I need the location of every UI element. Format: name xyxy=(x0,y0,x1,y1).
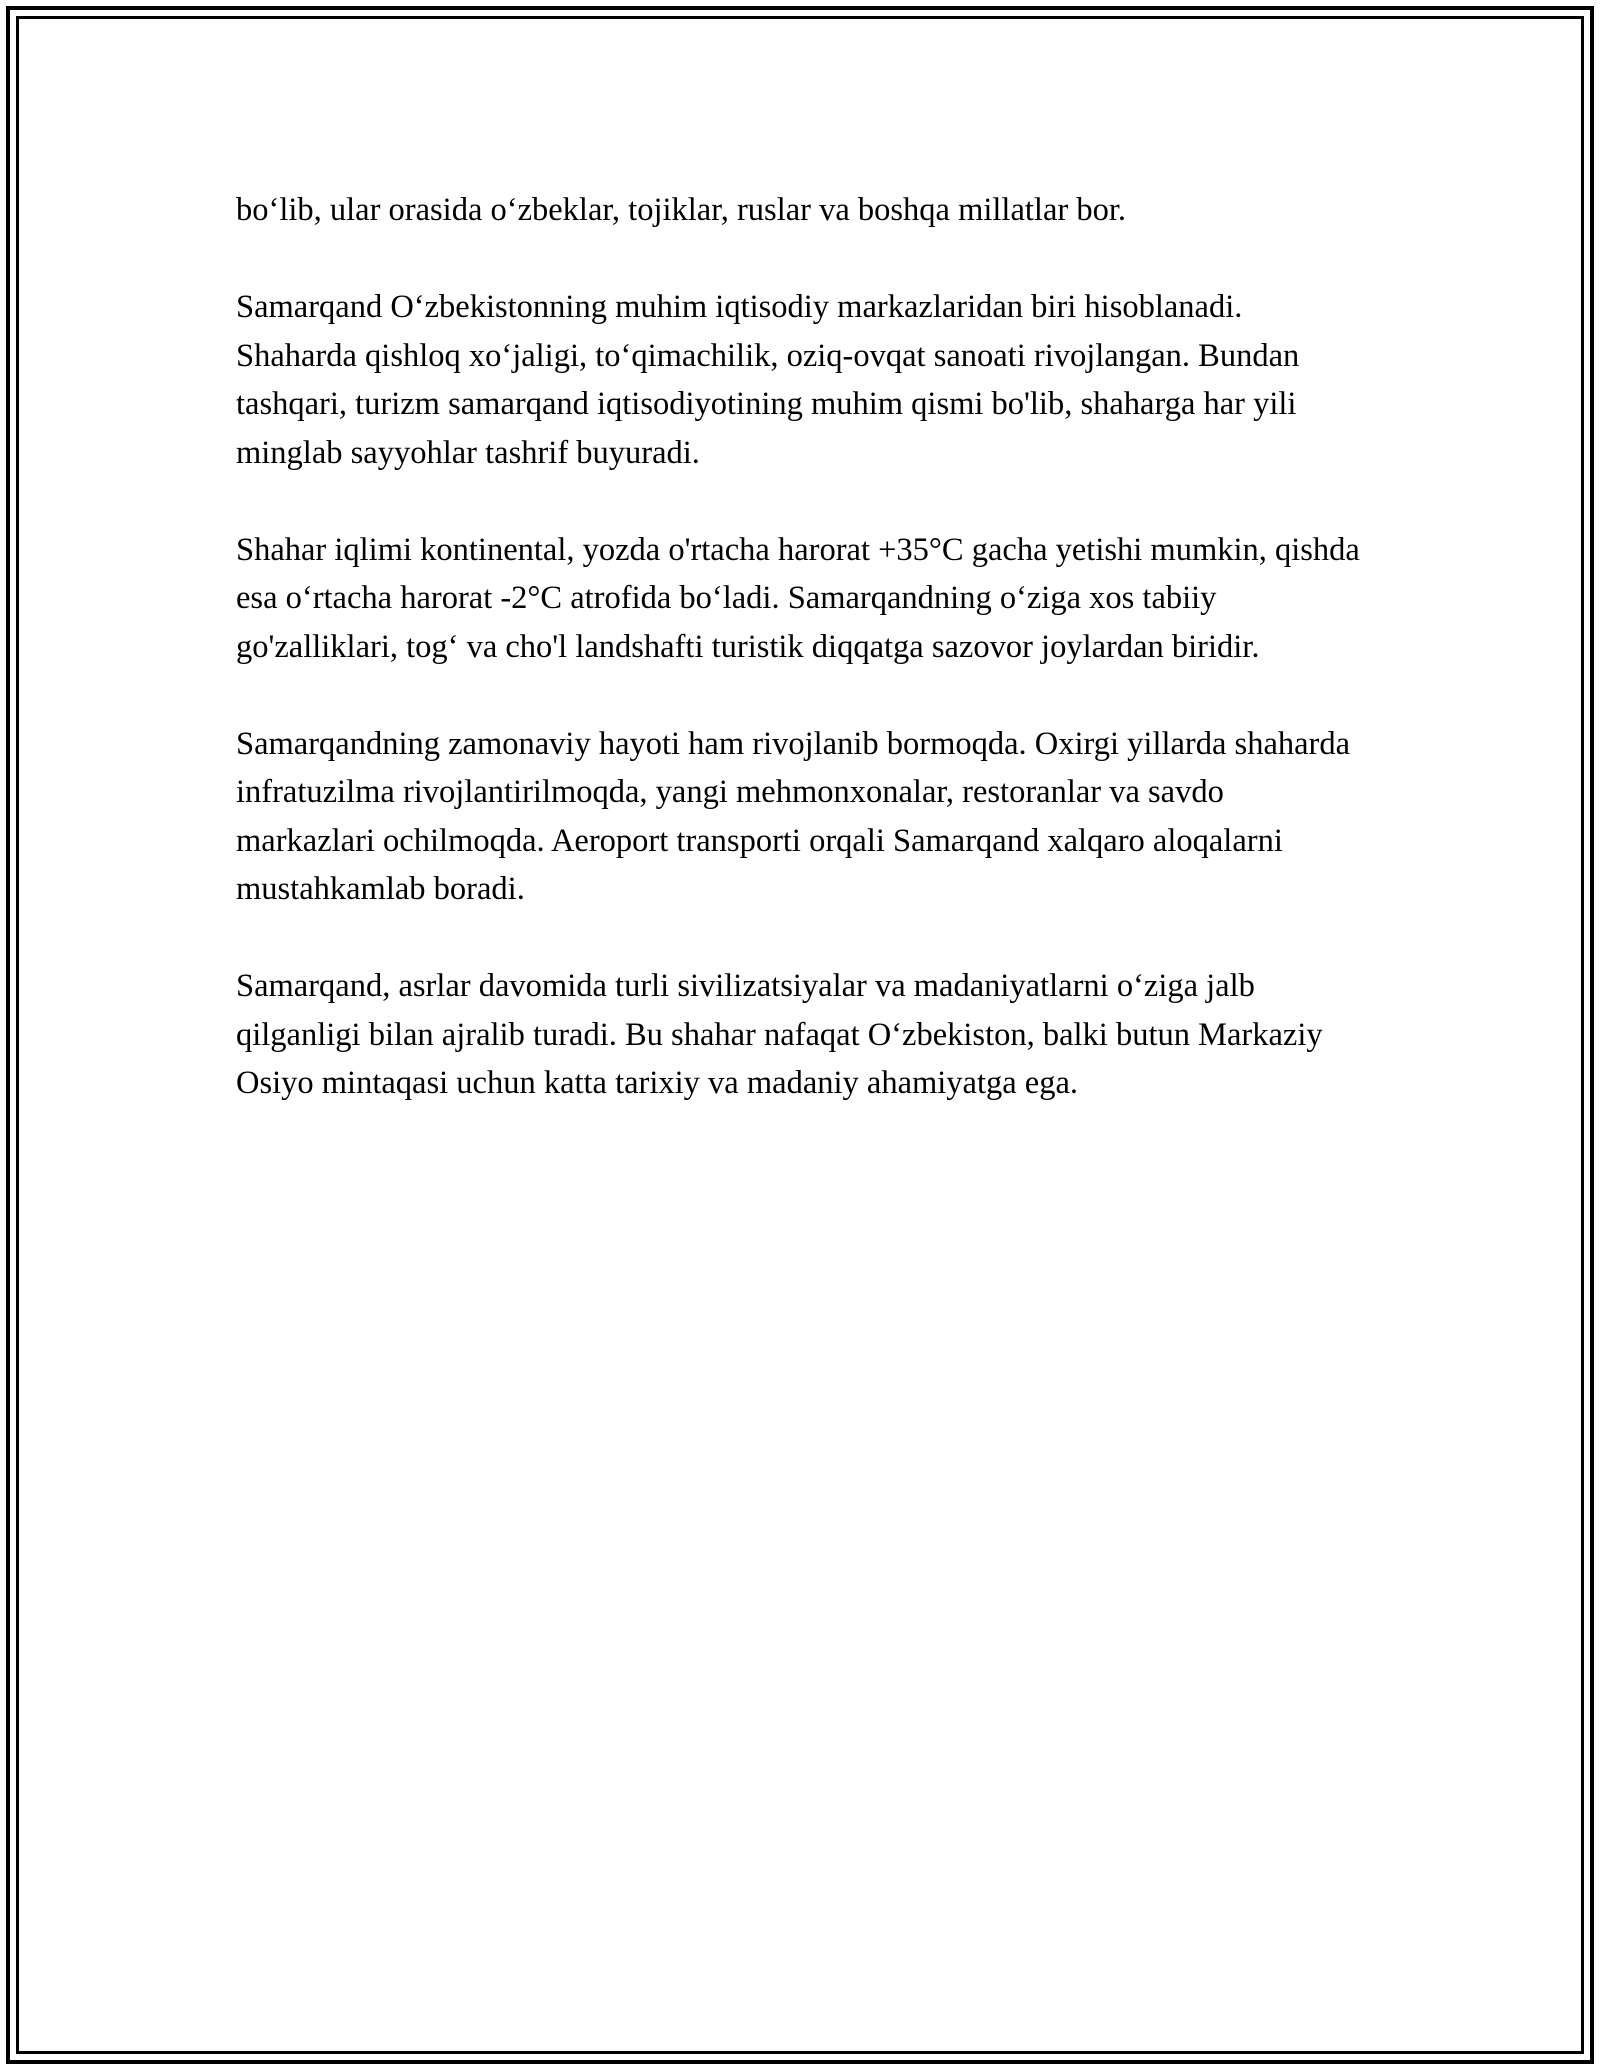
paragraph: Samarqand O‘zbekistonning muhim iqtisodiy markazlaridan biri hisoblanadi. Shaharda qishloq xo‘jaligi, to‘qimachilik, oziq-ovqat sanoati rivojlangan. Bundan tashqari, turizm samarqand iqtisodiyotining muhim qismi bo'lib, shaharga har yili minglab sayyohlar tashrif buyuradi. xyxy=(236,289,1300,471)
paragraph: Samarqand, asrlar davomida turli sivilizatsiyalar va madaniyatlarni o‘ziga jalb qilganligi bilan ajralib turadi. Bu shahar nafaqat O‘zbekiston, balki butun Markaziy Osiyo mintaqasi uchun katta tarixiy va madaniy ahamiyatga ega. xyxy=(236,968,1323,1101)
paragraph: bo‘lib, ular orasida o‘zbeklar, tojiklar, ruslar va boshqa millatlar bor. xyxy=(236,192,1126,228)
paragraph: Shahar iqlimi kontinental, yozda o'rtacha harorat +35°C gacha yetishi mumkin, qishda esa o‘rtacha harorat -2°C atrofida bo‘ladi. Samarqandning o‘ziga xos tabiiy go'zalliklari, tog‘ va cho'l landshafti turistik diqqatga sazovor joylardan biridir. xyxy=(236,531,1360,665)
document-body xyxy=(236,186,1366,1156)
paragraph: Samarqandning zamonaviy hayoti ham rivojlanib bormoqda. Oxirgi yillarda shaharda infratuzilma rivojlantirilmoqda, yangi mehmonxonalar, restoranlar va savdo markazlari ochilmoqda. Aeroport transporti orqali Samarqand xalqaro aloqalarni mustahkamlab boradi. xyxy=(236,725,1351,907)
